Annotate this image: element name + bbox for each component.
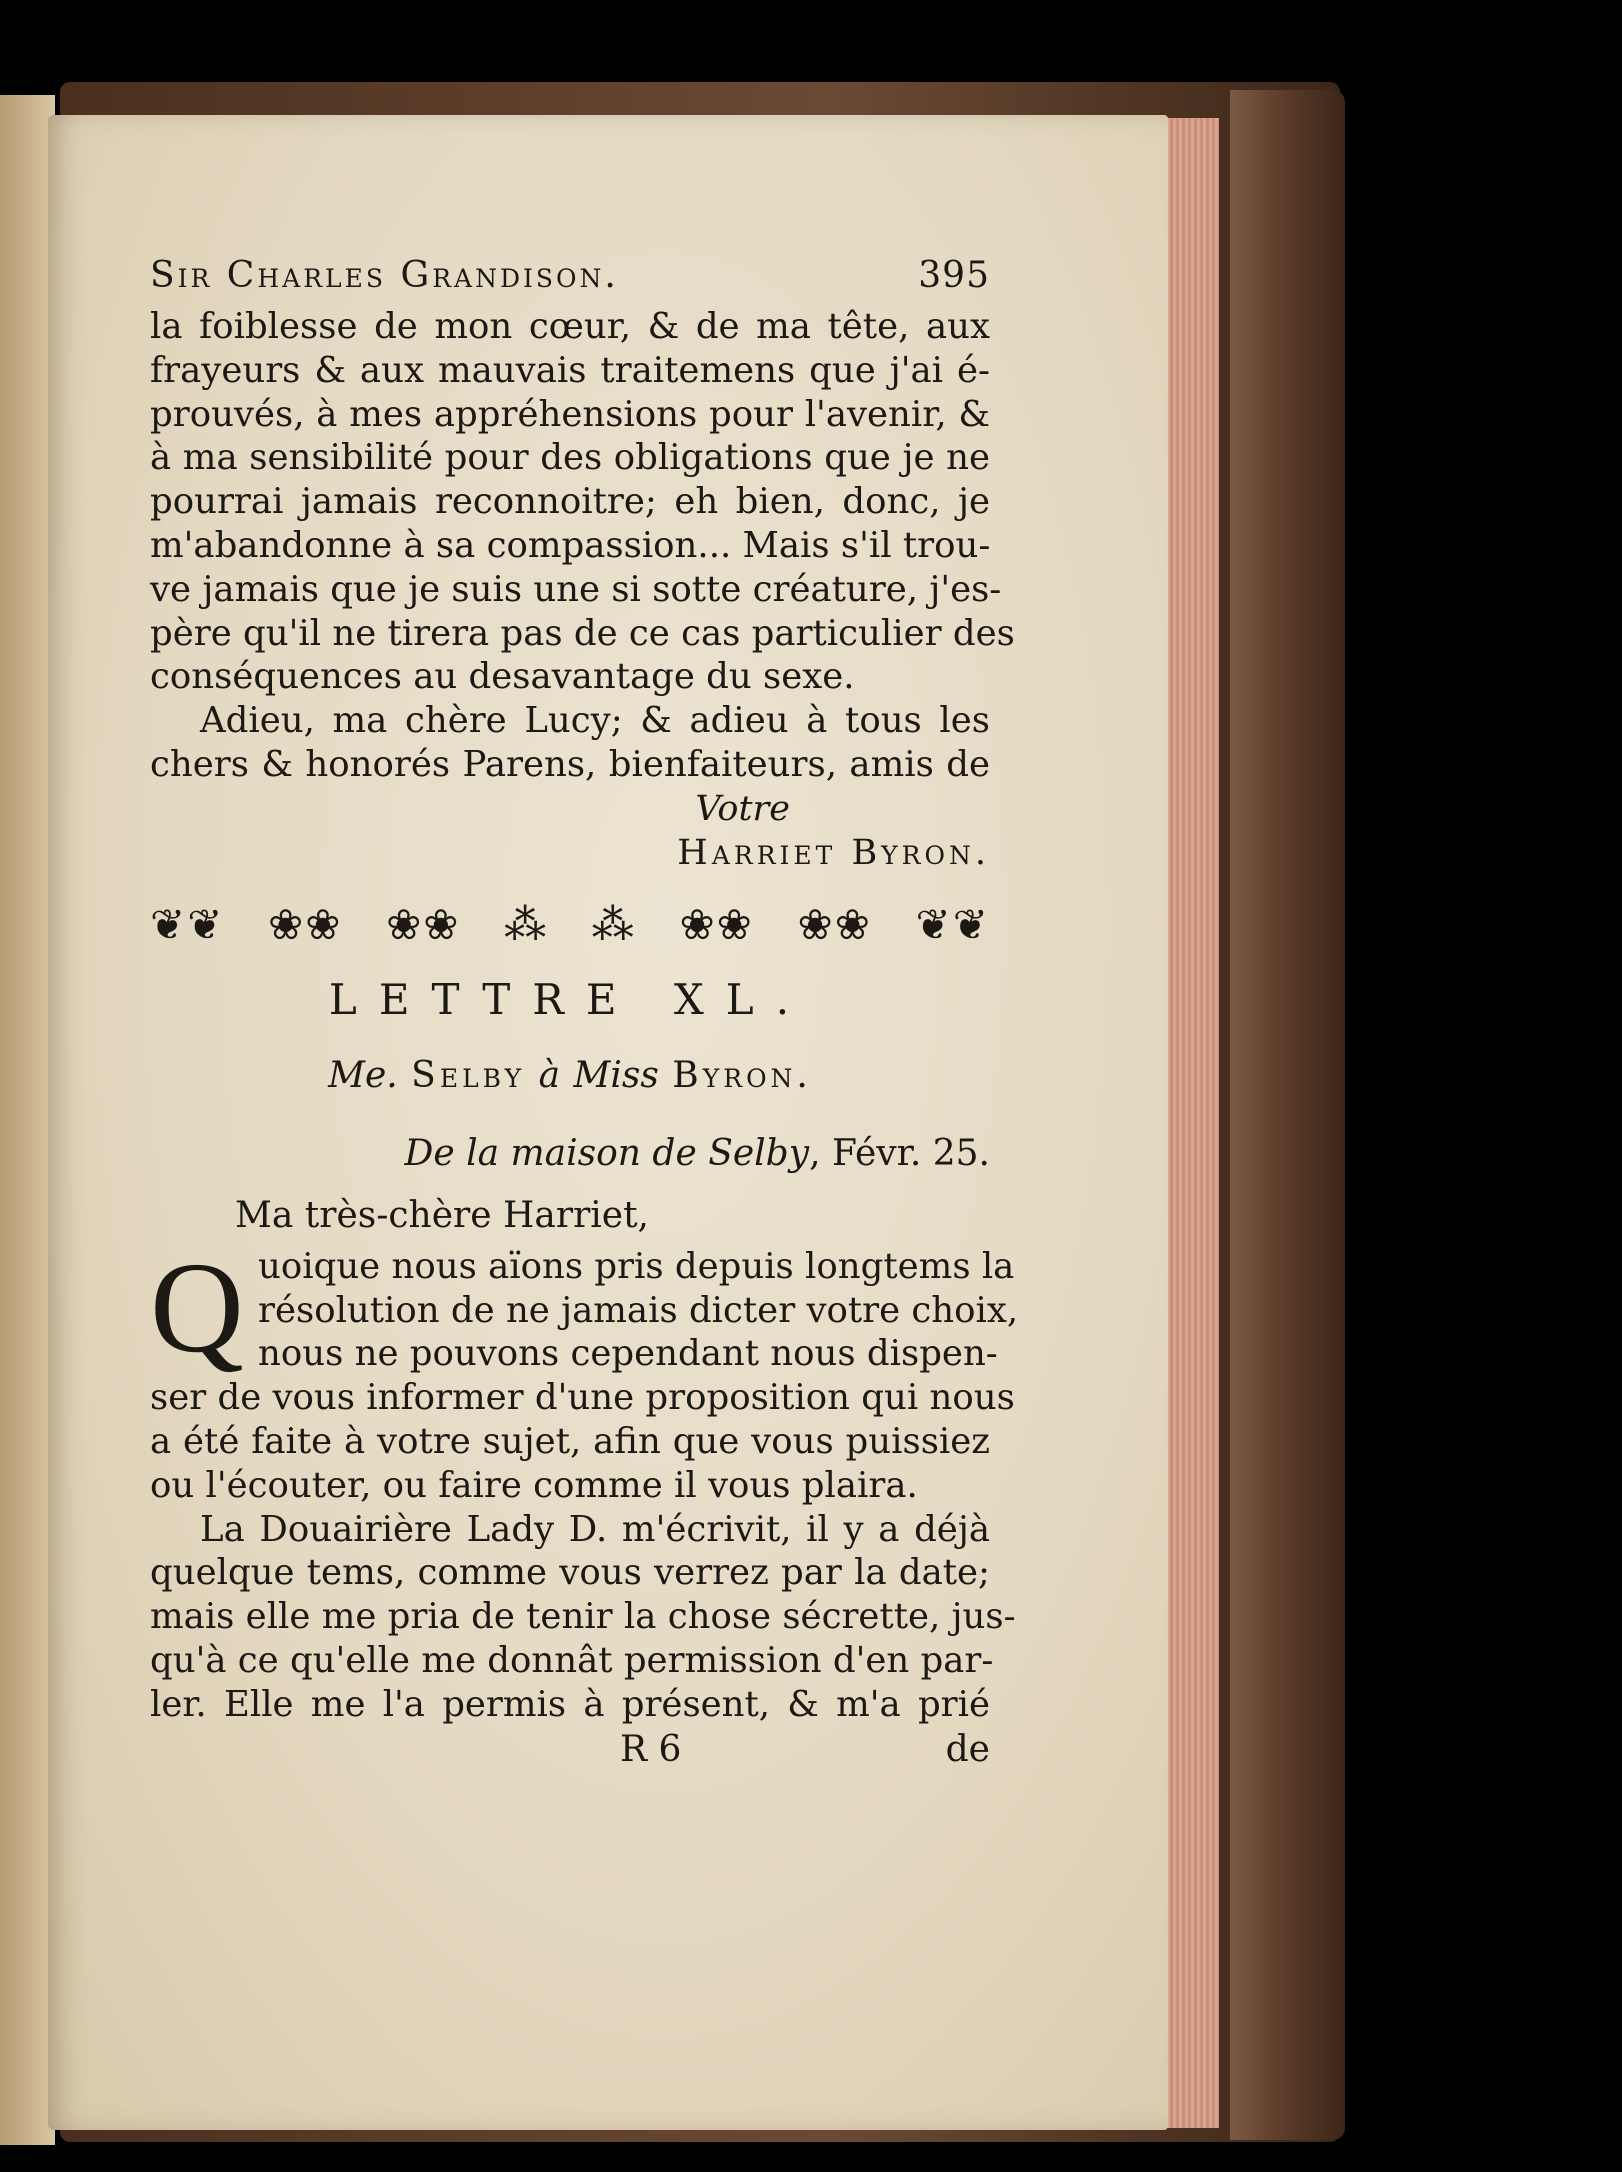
text-line: nous ne pouvons cependant nous dispen- [258,1333,998,1375]
ornament-glyph: ⁂ [591,900,636,950]
ornament-glyph: ❦❦ [915,900,990,950]
text-line: La Douairière Lady D. m'écrivit, il y a déjà [200,1508,990,1550]
drop-capital: Q [150,1235,244,1380]
printer-ornament [150,895,990,955]
text-line: résolution de ne jamais dicter votre choix, [258,1289,1019,1331]
signature-name: Harriet Byron. [677,832,990,873]
text-line: mais elle me pria de tenir la chose sécrette, jus- [150,1596,1016,1638]
previous-page-edge [0,95,55,2145]
dateline-place: De la maison de Selby [404,1132,810,1174]
text-line: à ma sensibilité pour des obligations que je ne [150,437,990,479]
text-line: a été faite à votre sujet, afin que vous puissiez [150,1420,990,1462]
ornament-glyph: ❀❀ [386,900,461,950]
text-line: ser de vous informer d'une proposition qui nous [150,1377,1015,1419]
paragraph-3 [150,1235,1019,1508]
text-line: quelque tems, comme vous verrez par la date; [150,1552,990,1594]
letter-correspondents [150,1055,990,1125]
signature-mark: R 6 [620,1728,682,1770]
ornament-glyph: ⁂ [504,900,549,950]
book-cover-edge [1230,90,1345,2140]
text-line: ler. Elle me l'a permis à présent, & m'a prié [150,1683,990,1725]
page-text [150,255,1019,1770]
text-line: la foiblesse de mon cœur, & de ma tête, aux [150,306,990,347]
ornament-glyph: ❀❀ [679,900,754,950]
text-line: ou l'écouter, ou faire comme il vous plaira. [150,1464,918,1506]
page-number: 395 [918,255,990,296]
catchword: de [945,1728,990,1770]
correspondent-preposition: à [538,1054,561,1096]
paragraph-2 [150,699,990,787]
paragraph-1 [150,305,1015,699]
text-line: père qu'il ne tirera pas de ce cas particulier des [150,612,1015,654]
text-line: chers & honorés Parens, bienfaiteurs, amis de [150,743,990,785]
salutation: Ma très-chère Harriet, [235,1194,649,1236]
dateline [150,1133,990,1195]
text-line: uoique nous aïons pris depuis longtems la [258,1245,1015,1287]
ornament-glyph: ❦❦ [150,900,225,950]
correspondent-sender: Selby [411,1054,526,1096]
page-fore-edge [1165,118,1219,2128]
running-head-title: Sir Charles Grandison. [150,255,619,296]
page-footer [150,1729,990,1770]
ornament-glyph: ❀❀ [268,900,343,950]
text-line: pourrai jamais reconnoitre; eh bien, donc, je [150,481,990,523]
text-line: m'abandonne à sa compassion... Mais s'il trou- [150,524,991,566]
dateline-date: , Févr. 25. [809,1132,990,1174]
ornament-glyph: ❀❀ [797,900,872,950]
correspondent-miss: Miss [573,1054,659,1096]
letter-heading: LETTRE XL. [328,974,812,1024]
signature [150,787,990,875]
paragraph-4 [150,1508,1016,1727]
running-head [150,255,990,305]
text-line: ve jamais que je suis une si sotte créature, j'es- [150,568,1002,610]
text-line: Adieu, ma chère Lucy; & adieu à tous les [200,700,990,742]
text-line: prouvés, à mes appréhensions pour l'avenir, & [150,393,990,435]
correspondent-title: Me. [328,1054,398,1096]
text-line: qu'à ce qu'elle me donnât permission d'en par- [150,1639,994,1681]
correspondent-recipient: Byron. [672,1054,812,1096]
text-line: conséquences au desavantage du sexe. [150,656,855,698]
signature-votre: Votre [695,788,790,829]
text-line: frayeurs & aux mauvais traitemens que j'ai é- [150,349,990,391]
